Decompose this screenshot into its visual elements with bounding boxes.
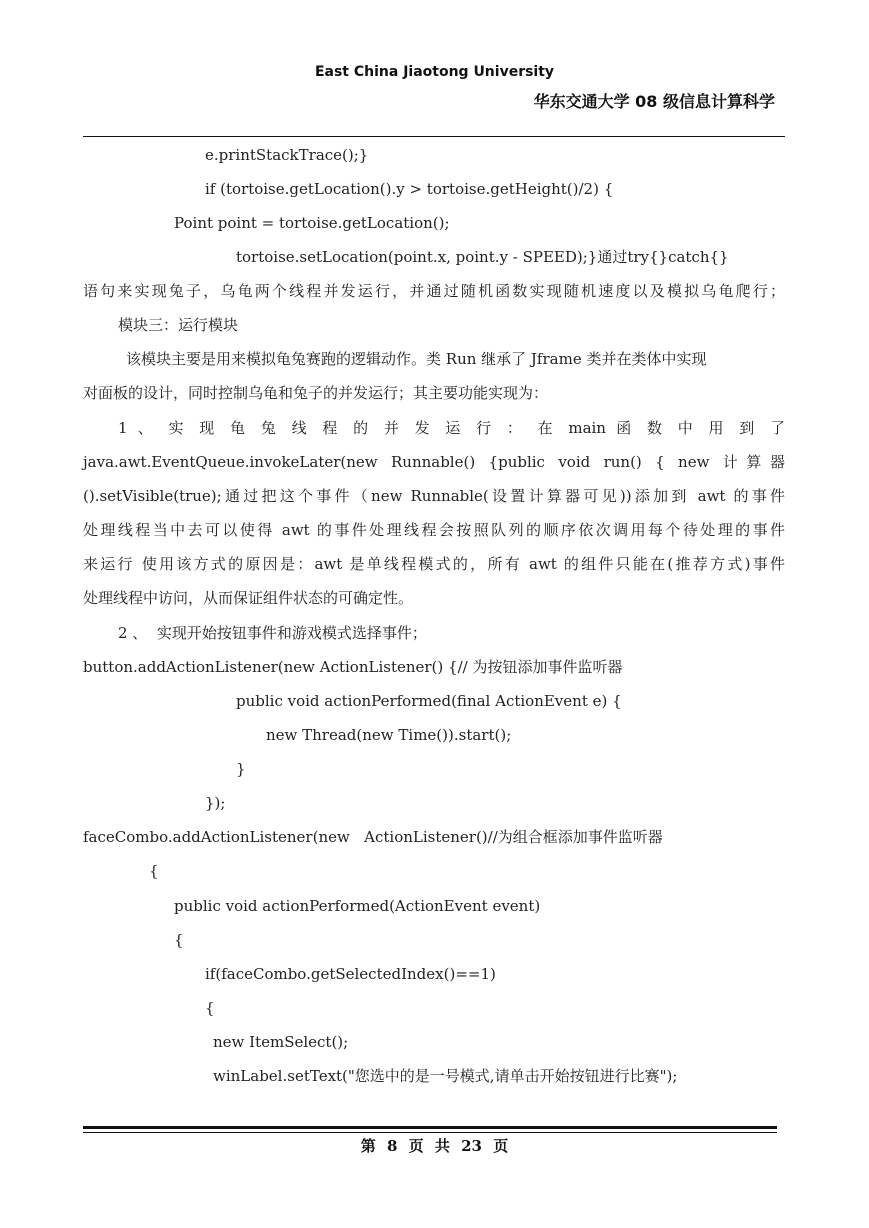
code-line: new ItemSelect(); bbox=[213, 1033, 349, 1051]
code-line: tortoise.setLocation(point.x, point.y - SPEED);}通过try{}catch{} bbox=[236, 248, 729, 266]
code-line: public void actionPerformed(final ActionEvent e) { bbox=[236, 692, 622, 710]
code-line: Point point = tortoise.getLocation(); bbox=[174, 214, 450, 232]
code-line: new Thread(new Time()).start(); bbox=[266, 726, 512, 744]
page-number: 第 8 页 共 23 页 bbox=[360, 1137, 509, 1155]
paragraph-line: 对面板的设计，同时控制乌龟和兔子的并发运行；其主要功能实现为： bbox=[83, 384, 549, 402]
paragraph-line: 处理线程当中去可以使得 awt 的事件处理线程会按照队列的顺序依次调用每个待处理的事件 bbox=[83, 521, 785, 539]
paragraph-line: 该模块主要是用来模拟龟兔赛跑的逻辑动作。类 Run 继承了 Jframe 类并在类体中实现 bbox=[126, 350, 707, 368]
header-rule bbox=[83, 136, 785, 137]
paragraph-line: 1 、 实 现 龟 兔 线 程 的 并 发 运 行 ： 在 main 函 数 中 用 到 了 bbox=[118, 419, 785, 437]
code-line: winLabel.setText("您选中的是一号模式,请单击开始按钮进行比赛"); bbox=[213, 1067, 678, 1085]
footer-rule-thin bbox=[83, 1132, 777, 1133]
paragraph-line: 语句来实现兔子，乌龟两个线程并发运行，并通过随机函数实现随机速度以及模拟乌龟爬行； bbox=[83, 282, 785, 300]
paragraph-line: 来运行 使用该方式的原因是：awt 是单线程模式的，所有 awt 的组件只能在(推荐方式)事件 bbox=[83, 555, 785, 573]
paragraph-line: 处理线程中访问，从而保证组件状态的可确定性。 bbox=[83, 589, 414, 607]
footer-rule-thick bbox=[83, 1126, 777, 1129]
code-line: }); bbox=[205, 794, 226, 812]
code-line: public void actionPerformed(ActionEvent event) bbox=[174, 897, 541, 915]
section-heading: 模块三：运行模块 bbox=[118, 316, 239, 334]
code-line: if (tortoise.getLocation().y > tortoise.getHeight()/2) { bbox=[205, 180, 614, 198]
code-line: { bbox=[205, 999, 215, 1017]
code-line: e.printStackTrace();} bbox=[205, 146, 369, 164]
list-item-heading: 2 、 实现开始按钮事件和游戏模式选择事件； bbox=[118, 624, 427, 642]
paragraph-line: ().setVisible(true);通过把这个事件（new Runnable(设置计算器可见))添加到 awt 的事件 bbox=[83, 487, 785, 505]
header-university-cn: 华东交通大学 08 级信息计算科学 bbox=[533, 92, 775, 111]
code-line: if(faceCombo.getSelectedIndex()==1) bbox=[205, 965, 496, 983]
code-line: } bbox=[236, 760, 246, 778]
header-university-en: East China Jiaotong University bbox=[314, 64, 555, 80]
code-line: faceCombo.addActionListener(new ActionListener()//为组合框添加事件监听器 bbox=[83, 828, 663, 846]
code-line: { bbox=[174, 931, 184, 949]
code-line: button.addActionListener(new ActionListener() {// 为按钮添加事件监听器 bbox=[83, 658, 623, 676]
code-line: { bbox=[149, 862, 159, 880]
paragraph-line: java.awt.EventQueue.invokeLater(new Runnable() {public void run() { new 计算器 bbox=[83, 453, 785, 471]
